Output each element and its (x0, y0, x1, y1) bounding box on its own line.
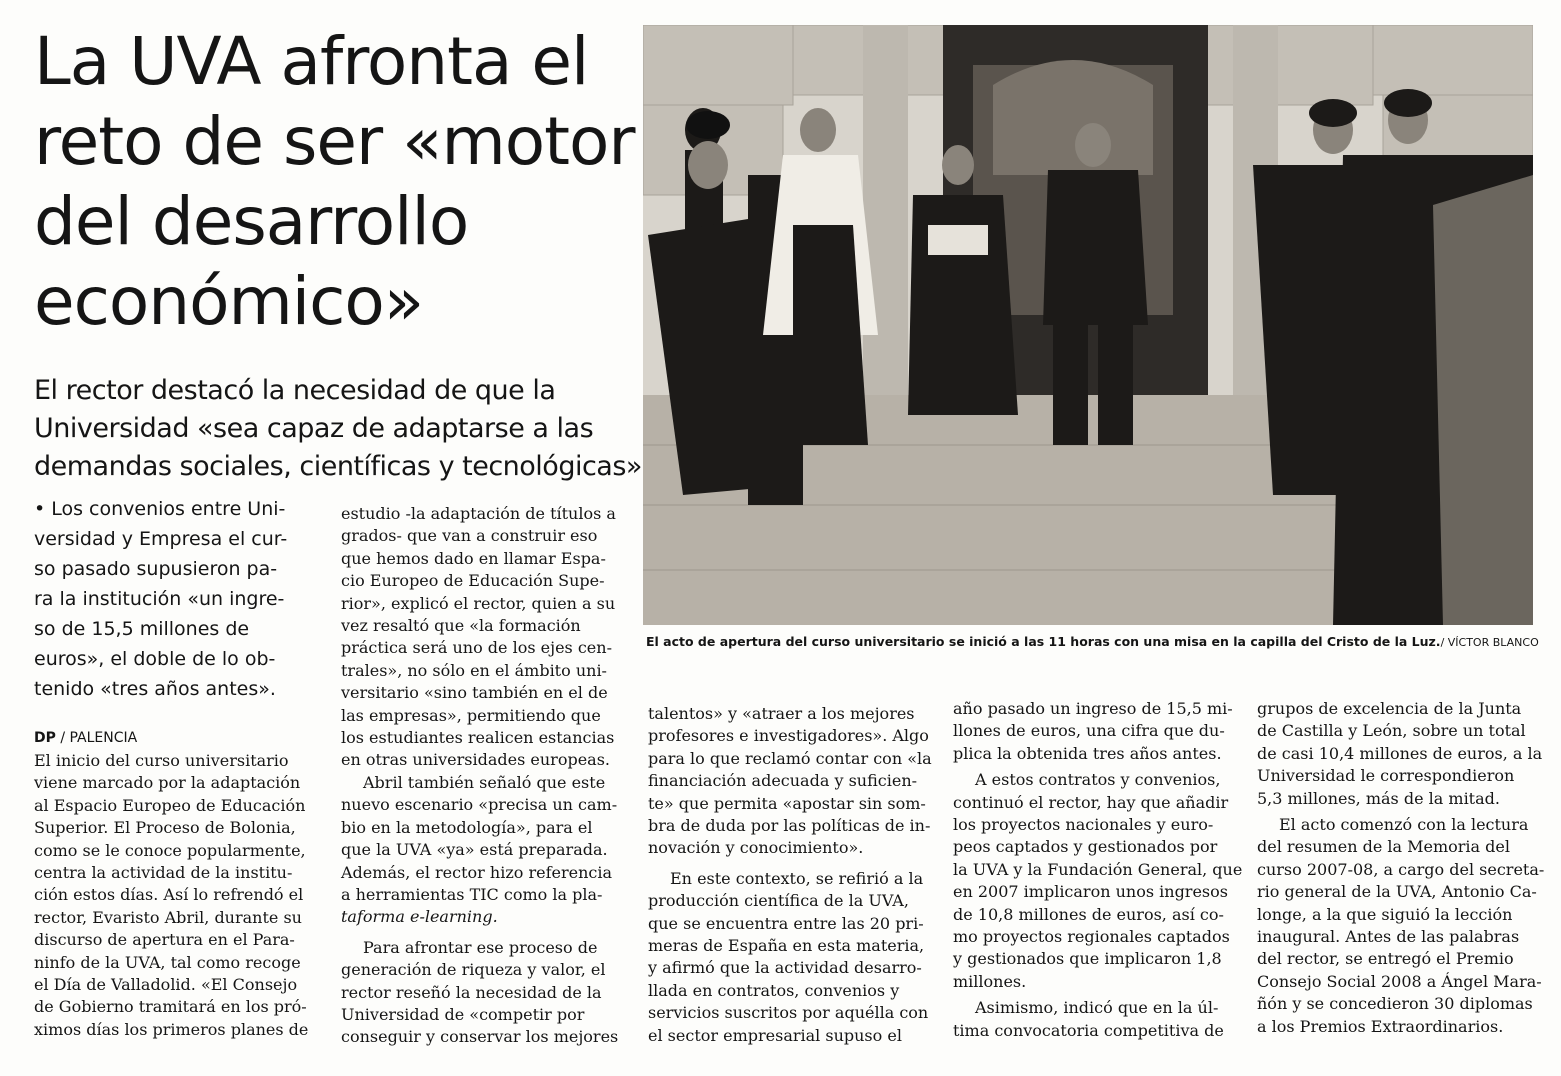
column-line: ximos días los primeros planes de (34, 1019, 309, 1039)
column-line: profesores e investigadores». Algo (648, 726, 929, 746)
column-line: a herramientas TIC como la pla- (341, 884, 603, 904)
column-line: para lo que reclamó contar con «la (648, 748, 932, 768)
column-line: la UVA y la Fundación General, que (953, 859, 1243, 879)
lead-line: so de 15,5 millones de (34, 618, 250, 640)
lead-line: • Los convenios entre Uni- (34, 498, 286, 520)
column-line: trales», no sólo en el ámbito uni- (341, 660, 607, 680)
column-line: vez resaltó que «la formación (341, 616, 581, 636)
photo-credit: / VÍCTOR BLANCO (1440, 636, 1539, 649)
column-line: Universidad le correspondieron (1257, 766, 1515, 786)
body-column-1 (34, 750, 316, 1041)
column-line: viene marcado por la adaptación (34, 773, 301, 793)
column-line: práctica será uno de los ejes cen- (341, 638, 612, 658)
lead-line: ra la institución «un ingre- (34, 588, 285, 610)
column-line: millones. (953, 971, 1027, 991)
body-column-2 (341, 503, 621, 1049)
column-line: conseguir y conservar los mejores (341, 1027, 619, 1047)
body-column-4 (953, 698, 1243, 1042)
photo-caption (646, 634, 1539, 649)
headline-line: del desarrollo (34, 183, 469, 260)
column-line: producción científica de la UVA, (648, 891, 909, 911)
column-line: rio general de la UVA, Antonio Ca- (1257, 882, 1537, 902)
column-line: de Castilla y León, sobre un total (1257, 721, 1526, 741)
column-line: continuó el rector, hay que añadir (953, 792, 1229, 812)
column-line: ñón y se concedieron 30 diplomas (1257, 994, 1533, 1014)
column-line: rector, Evaristo Abril, durante su (34, 907, 302, 927)
column-line: de casi 10,4 millones de euros, a la (1257, 743, 1543, 763)
column-line: talentos» y «atraer a los mejores (648, 704, 915, 723)
column-line: cio Europeo de Educación Supe- (341, 571, 605, 591)
column-line: y afirmó que la actividad desarro- (648, 958, 922, 978)
column-line: Universidad de «competir por (341, 1004, 585, 1024)
subhead-line: demandas sociales, científicas y tecnológicas» (34, 451, 642, 482)
column-line: novación y conocimiento». (648, 838, 864, 858)
column-line: servicios suscritos por aquélla con (648, 1003, 929, 1023)
column-line: A estos contratos y convenios, (975, 770, 1221, 790)
column-line: llada en contratos, convenios y (648, 980, 900, 1000)
lead-line: tenido «tres años antes». (34, 678, 276, 700)
body-column-5 (1257, 698, 1545, 1038)
column-line: y gestionados que implicaron 1,8 (953, 949, 1222, 969)
lead-line: so pasado supusieron pa- (34, 558, 278, 580)
column-line: como se le conoce popularmente, (34, 840, 306, 860)
subhead-line: El rector destacó la necesidad de que la (34, 375, 556, 406)
column-line: que hemos dado en llamar Espa- (341, 548, 606, 568)
headline-line: reto de ser «motor (34, 103, 635, 180)
column-line: las empresas», permitiendo que (341, 705, 601, 725)
column-line: El inicio del curso universitario (34, 751, 289, 770)
column-line: te» que permita «apostar sin som- (648, 793, 926, 813)
column-line: estudio -la adaptación de títulos a (341, 504, 616, 523)
column-line: rior», explicó el rector, quien a su (341, 593, 616, 613)
column-line: los estudiantes realicen estancias (341, 728, 615, 748)
column-line: Además, el rector hizo referencia (341, 862, 613, 882)
column-line: El acto comenzó con la lectura (1279, 815, 1529, 835)
column-line: del rector, se entregó el Premio (1257, 949, 1514, 969)
column-line: peos captados y gestionados por (953, 837, 1218, 857)
headline-line: La UVA afronta el (34, 23, 589, 100)
column-line: plica la obtenida tres años antes. (953, 743, 1222, 763)
caption-text: El acto de apertura del curso universitario se inició a las 11 horas con una misa en la capilla del Cristo de la Luz. (646, 634, 1441, 649)
column-line: Superior. El Proceso de Bolonia, (34, 818, 296, 838)
column-line: generación de riqueza y valor, el (341, 960, 606, 980)
column-line: el sector empresarial supuso el (648, 1025, 902, 1045)
column-line: bra de duda por las políticas de in- (648, 816, 931, 836)
column-line: meras de España en esta materia, (648, 936, 925, 956)
column-line: de 10,8 millones de euros, así co- (953, 904, 1224, 924)
article-headline (34, 22, 635, 342)
column-line: versitario «sino también en el de (341, 683, 608, 703)
column-line: longe, a la que siguió la lección (1257, 904, 1513, 924)
column-line: a los Premios Extraordinarios. (1257, 1016, 1504, 1036)
column-line: llones de euros, una cifra que du- (953, 721, 1225, 741)
column-line: de Gobierno tramitará en los pró- (34, 997, 307, 1017)
column-line: rector reseñó la necesidad de la (341, 982, 602, 1002)
column-line: Asimismo, indicó que en la úl- (975, 998, 1219, 1018)
event-photo (643, 25, 1533, 625)
column-line: año pasado un ingreso de 15,5 mi- (953, 699, 1233, 718)
column-line: Para afrontar ese proceso de (363, 937, 598, 957)
column-line: discurso de apertura en el Para- (34, 930, 295, 950)
column-line: tima convocatoria competitiva de (953, 1020, 1224, 1040)
column-line: 5,3 millones, más de la mitad. (1257, 788, 1500, 808)
photo-illustration (643, 25, 1533, 625)
column-line: taforma e-learning. (341, 907, 498, 927)
column-line: del resumen de la Memoria del (1257, 837, 1510, 857)
column-line: centra la actividad de la institu- (34, 863, 293, 883)
article-lead-summary (34, 494, 296, 704)
column-line: ninfo de la UVA, tal como recoge (34, 952, 301, 972)
column-line: al Espacio Europeo de Educación (34, 795, 306, 815)
column-line: en otras universidades europeas. (341, 750, 611, 770)
lead-line: versidad y Empresa el cur- (34, 528, 288, 550)
column-line: financiación adecuada y suficien- (648, 771, 918, 791)
column-line: grados- que van a construir eso (341, 526, 598, 546)
column-line: el Día de Valladolid. «El Consejo (34, 975, 298, 995)
byline-place: / PALENCIA (55, 730, 138, 746)
column-line: que la UVA «ya» está preparada. (341, 840, 608, 860)
byline-agency: DP (34, 730, 56, 746)
body-column-3 (648, 703, 930, 1047)
column-line: los proyectos nacionales y euro- (953, 815, 1214, 835)
column-line: ción estos días. Así lo refrendó el (34, 885, 304, 905)
column-line: Consejo Social 2008 a Ángel Mara- (1257, 971, 1542, 991)
column-line: inaugural. Antes de las palabras (1257, 927, 1520, 947)
column-line: grupos de excelencia de la Junta (1257, 699, 1522, 718)
column-line: que se encuentra entre las 20 pri- (648, 913, 924, 933)
column-line: mo proyectos regionales captados (953, 927, 1230, 947)
column-line: curso 2007-08, a cargo del secreta- (1257, 859, 1545, 879)
byline (34, 730, 137, 746)
column-line: nuevo escenario «precisa un cam- (341, 795, 618, 815)
article-subheadline (34, 372, 642, 486)
column-line: En este contexto, se refirió a la (670, 868, 924, 888)
headline-line: económico» (34, 263, 424, 340)
column-line: bio en la metodología», para el (341, 817, 593, 837)
lead-line: euros», el doble de lo ob- (34, 648, 276, 670)
column-line: en 2007 implicaron unos ingresos (953, 882, 1228, 902)
subhead-line: Universidad «sea capaz de adaptarse a las (34, 413, 594, 444)
column-line: Abril también señaló que este (363, 772, 606, 792)
